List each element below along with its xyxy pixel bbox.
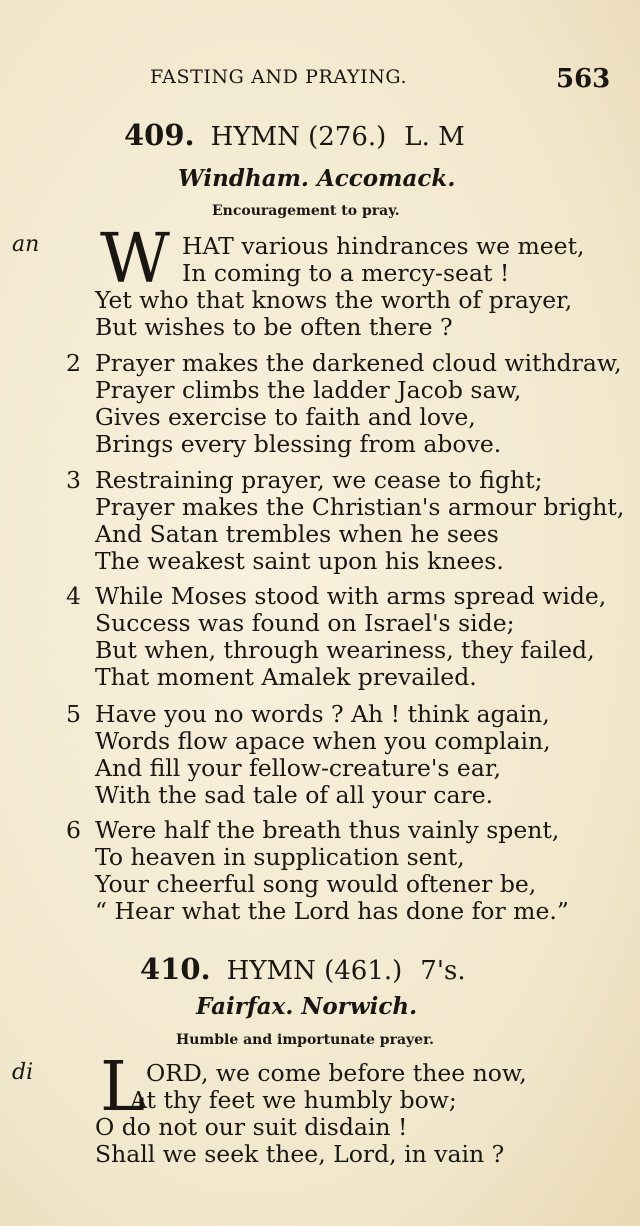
margin-note: di [12, 1060, 34, 1085]
verse-line: But wishes to be often there ? [95, 313, 453, 341]
verse-line: At thy feet we humbly bow; [130, 1086, 457, 1114]
verse-line: Were half the breath thus vainly spent, [95, 816, 560, 844]
verse-line: While Moses stood with arms spread wide, [95, 582, 607, 610]
verse-line: Shall we seek thee, Lord, in vain ? [95, 1140, 505, 1168]
verse-line: Prayer makes the Christian's armour bright, [95, 493, 625, 521]
verse-line: To heaven in supplication sent, [95, 843, 465, 871]
margin-note: an [12, 232, 40, 257]
verse-line: The weakest saint upon his knees. [95, 547, 504, 575]
verse-line: In coming to a mercy-seat ! [182, 259, 510, 287]
stanza-number: 3 [66, 466, 81, 494]
stanza-number: 5 [66, 700, 81, 728]
verse-line: ORD, we come before thee now, [146, 1059, 527, 1087]
verse-line: With the sad tale of all your care. [95, 781, 494, 809]
verse-line: “ Hear what the Lord has done for me.” [95, 897, 569, 925]
hymn-meter: 7's. [420, 956, 466, 986]
hymn-title: HYMN (461.) [226, 956, 403, 986]
verse-line: And fill your fellow-creature's ear, [95, 754, 501, 782]
verse-line: Words flow apace when you complain, [95, 727, 551, 755]
verse-line: That moment Amalek prevailed. [95, 663, 477, 691]
hymn-410-heading [140, 952, 466, 986]
stanza-number: 4 [66, 582, 81, 610]
drop-cap: L [100, 1048, 146, 1127]
verse-line: Your cheerful song would oftener be, [95, 870, 537, 898]
hymn-409-subject: Encouragement to pray. [212, 203, 400, 219]
stanza-number: 6 [66, 816, 81, 844]
running-header: FASTING AND PRAYING. [150, 66, 408, 88]
verse-line: HAT various hindrances we meet, [182, 232, 585, 260]
hymn-number: 410. [140, 952, 211, 986]
verse-line: Prayer makes the darkened cloud withdraw, [95, 349, 622, 377]
stanza-number: 2 [66, 349, 81, 377]
hymn-409-tunes: Windham. Accomack. [178, 165, 456, 192]
hymn-title: HYMN (276.) [210, 122, 387, 152]
hymn-meter: L. M [404, 122, 465, 152]
verse-line: Yet who that knows the worth of prayer, [95, 286, 573, 314]
verse-line: But when, through weariness, they failed, [95, 636, 595, 664]
hymn-409-heading [124, 118, 465, 152]
verse-line: Prayer climbs the ladder Jacob saw, [95, 376, 522, 404]
hymn-410-tunes: Fairfax. Norwich. [196, 993, 418, 1020]
hymn-410-subject: Humble and importunate prayer. [176, 1032, 435, 1048]
verse-line: O do not our suit disdain ! [95, 1113, 408, 1141]
verse-line: Have you no words ? Ah ! think again, [95, 700, 550, 728]
hymn-number: 409. [124, 118, 195, 152]
verse-line: Brings every blessing from above. [95, 430, 502, 458]
verse-line: Gives exercise to faith and love, [95, 403, 476, 431]
verse-line: Success was found on Israel's side; [95, 609, 515, 637]
page-number: 563 [556, 64, 611, 94]
drop-cap: W [100, 220, 170, 299]
verse-line: And Satan trembles when he sees [95, 520, 499, 548]
verse-line: Restraining prayer, we cease to fight; [95, 466, 543, 494]
